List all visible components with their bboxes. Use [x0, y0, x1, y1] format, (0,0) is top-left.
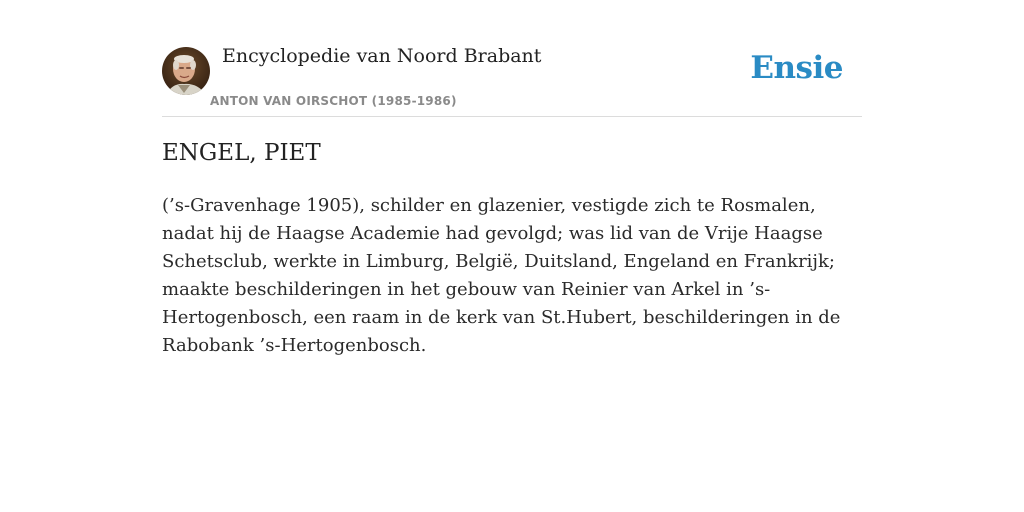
author-avatar: [162, 47, 210, 95]
entry-title: ENGEL, PIET: [162, 140, 321, 166]
entry-card: [162, 0, 862, 356]
author-name[interactable]: ANTON VAN OIRSCHOT (1985-1986): [210, 94, 457, 108]
entry-body: (’s-Gravenhage 1905), schilder en glazenier, vestigde zich te Rosmalen, nadat hij de Haagse Academie had gevolgd; was lid van de Vrije Haagse Schetsclub, werkte in Limburg, België, Duitsland, Engeland en Frankrijk; maakte beschilderingen in het gebouw van Reinier van Arkel in ’s-Hertogenbosch, een raam in de kerk van St.Hubert, beschilderingen in de Rabobank ’s-Hertogenbosch.: [162, 195, 841, 356]
entry-header: [162, 0, 862, 117]
author-portrait-icon: [162, 47, 210, 95]
source-title[interactable]: Encyclopedie van Noord Brabant: [222, 45, 542, 67]
ensie-logo[interactable]: Ensie: [750, 50, 843, 86]
